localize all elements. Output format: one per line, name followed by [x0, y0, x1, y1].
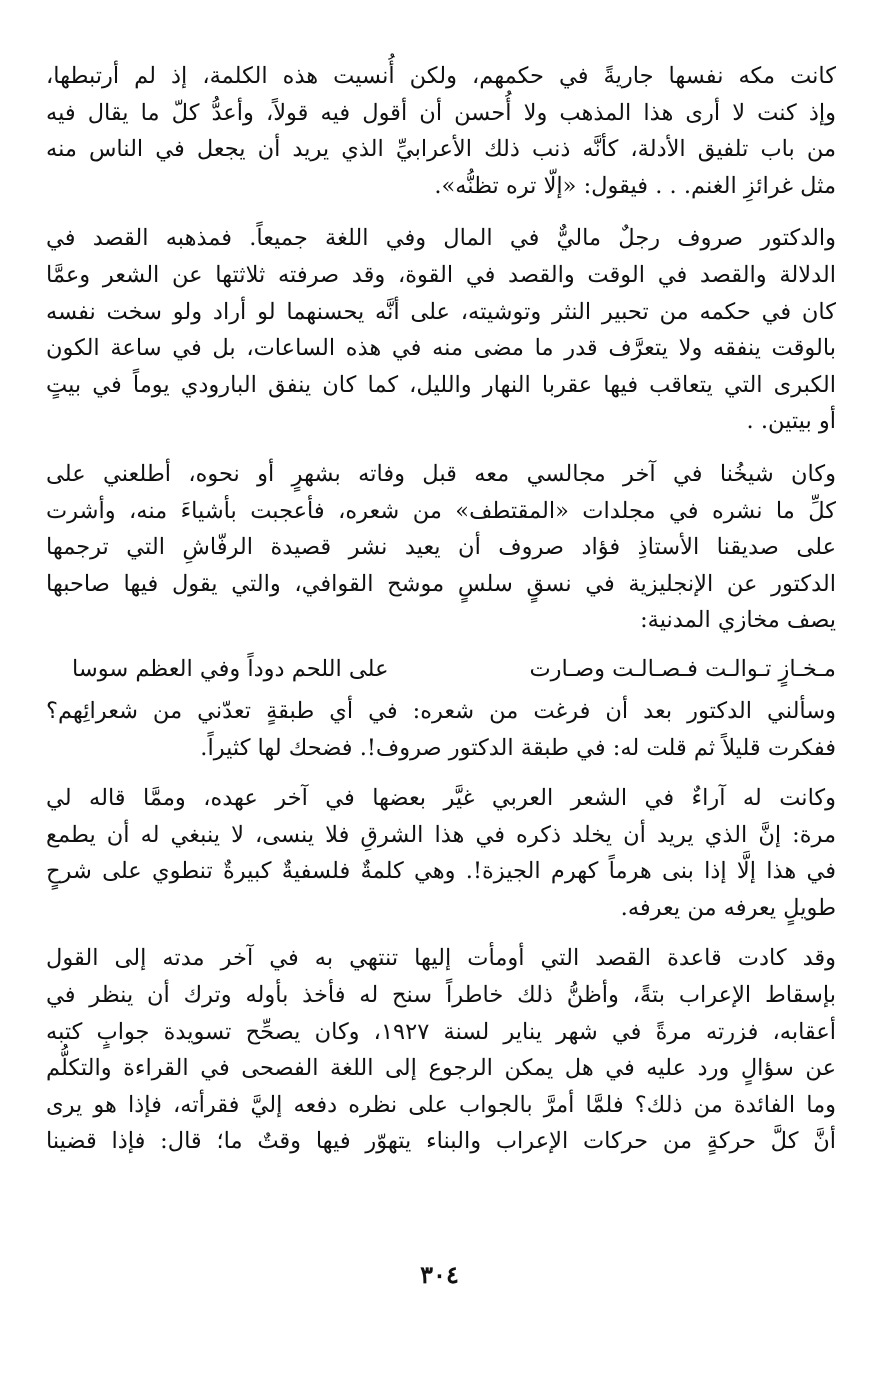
paragraph-4: [46, 693, 836, 766]
poem-verse: [46, 649, 836, 689]
text-line: كان في حكمه من تحبير النثر وتوشيته، على أنَّه يحسنهما لو أراد ولو سخت نفسه: [46, 298, 836, 325]
paragraph-3: [46, 456, 836, 639]
paragraph-2: [46, 220, 836, 440]
text-line: كانت مكه نفسها جاريةً في حكمهم، ولكن أُنسيت هذه الكلمة، إذ لم أرتبطها،: [46, 63, 836, 89]
text-line: عن سؤالٍ ورد عليه في هل يمكن الرجوع إلى اللغة الفصحى في القراءة والتكلُّم: [46, 1055, 836, 1082]
page-number: ٣٠٤: [420, 1260, 459, 1289]
text-line: أنَّ كلَّ حركةٍ من حركات الإعراب والبناء يتهوّر فيها وقتٌ ما؛ قال: فإذا قضينا: [46, 1128, 836, 1155]
text-line: من باب تلفيق الأدلة، كأنَّه ذنب ذلك الأعرابيِّ الذي يريد أن يجعل في الناس منه: [46, 136, 836, 163]
text-line: طويلٍ يعرفه من يعرفه.: [620, 894, 836, 921]
paragraph-1: [46, 58, 836, 204]
text-line: الدكتور عن الإنجليزية في نسقٍ سلسٍ موشح القوافي، والتي يقول فيها صاحبها: [46, 570, 836, 597]
text-line: بإسقاط الإعراب بتةً، وأظنُّ ذلك خاطراً سنح له فأخذ بأوله وترك أن ينظر في: [46, 982, 836, 1009]
text-line: كلِّ ما نشره في مجلدات «المقتطف» من شعره، فأعجبت بأشياءَ منه، وأشرت: [46, 497, 836, 524]
text-line: ففكرت قليلاً ثم قلت له: في طبقة الدكتور صروف!. فضحك لها كثيراً.: [200, 734, 836, 761]
text-line: يصف مخازي المدنية:: [640, 607, 836, 634]
verse-second-hemistich: على اللحم دوداً وفي العظم سوسا: [72, 655, 389, 682]
text-line: مرة: إنَّ الذي يريد أن يخلد ذكره في هذا الشرقِ فلا ينسى، لا ينبغي له أن يطمع: [46, 821, 836, 848]
text-line: وما الفائدة من ذلك؟ فلمَّا أمرَّ بالجواب على نظره دفعه إليَّ فقرأته، فإذا هو يرى: [46, 1091, 836, 1118]
text-line: على صديقنا الأستاذِ فؤاد صروف أن يعيد نشر قصيدة الرفّاشِ التي ترجمها: [46, 534, 836, 561]
text-line: مثل غرائزِ الغنم. . . فيقول: «إلّا تره تظنُّه».: [434, 172, 836, 199]
text-line: والدكتور صروف رجلٌ ماليٌّ في المال وفي اللغة جميعاً. فمذهبه القصد في: [46, 225, 836, 252]
text-line: وكانت له آراءٌ في الشعر العربي غيَّر بعضها في آخر عهده، وممَّا قاله لي: [46, 785, 836, 812]
text-line: وإذ كنت لا أرى هذا المذهب ولا أُحسن أن أقول فيه قولاً، وأعدُّ كلّ ما يقال فيه: [46, 99, 836, 126]
paragraph-5: [46, 780, 836, 926]
page-body: [46, 58, 836, 1160]
text-line: بالوقت ينفقه ولا يتعرَّف قدر ما مضى منه في هذه الساعات، بل في ساعة الكون: [46, 335, 836, 362]
text-line: أعقابه، فزرته مرةً في شهر يناير لسنة ١٩٢٧، وكان يصحِّح تسويدة جوابٍ كتبه: [46, 1018, 836, 1045]
text-line: أو بيتين. .: [746, 408, 836, 435]
verse-first-hemistich: مـخـازٍ تـوالـت فـصـالـت وصـارت: [529, 655, 836, 682]
text-line: وقد كادت قاعدة القصد التي أومأت إليها تنتهي به في آخر مدته إلى القول: [46, 945, 836, 972]
text-line: في هذا إلَّا إذا بنى هرماً كهرم الجيزة!. وهي كلمةٌ فلسفيةٌ كبيرةٌ تنطوي على شرحٍ: [46, 858, 836, 885]
text-line: وكان شيخُنا في آخر مجالسي معه قبل وفاته بشهرٍ أو نحوه، أطلعني على: [46, 460, 836, 487]
text-line: الدلالة والقصد في الوقت والقصد في القوة، وقد صرفته ثلاثتها عن الشعر وعمَّا: [46, 261, 836, 288]
text-line: وسألني الدكتور بعد أن فرغت من شعره: في أي طبقةٍ تعدّني من شعرائِهم؟: [46, 697, 836, 724]
text-line: الكبرى التي يتعاقب فيها عقربا النهار والليل، كما كان ينفق البارودي يوماً في بيتٍ: [46, 371, 836, 398]
paragraph-6: [46, 940, 836, 1160]
